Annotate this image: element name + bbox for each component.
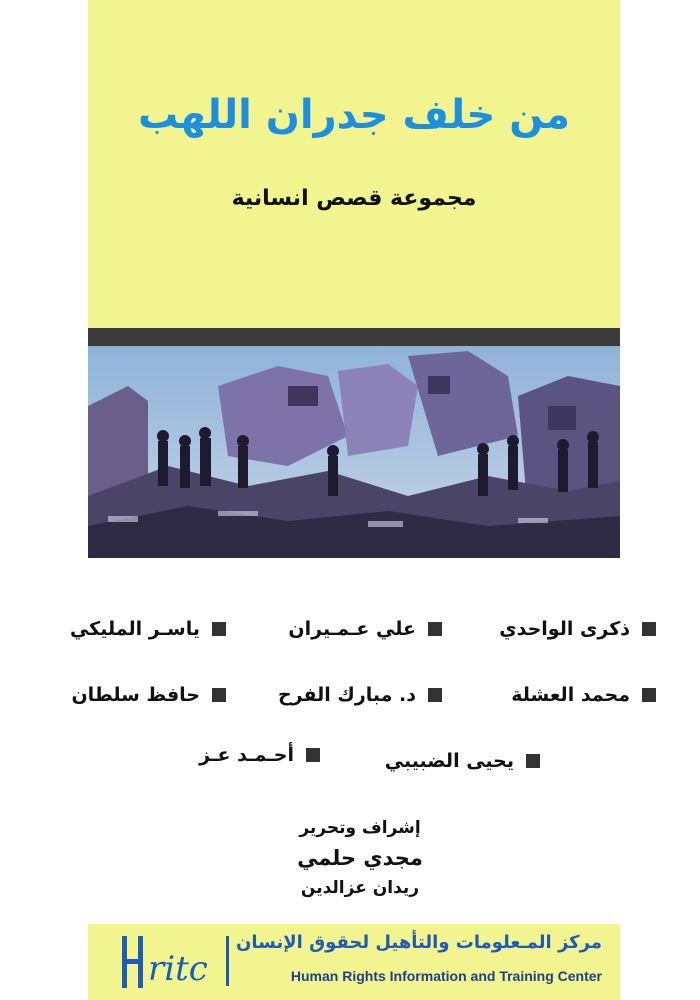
bullet-square-icon: [212, 622, 226, 636]
author-item: [499, 618, 656, 640]
author-name: علي عـمـيران: [288, 618, 416, 640]
editor-label: إشراف وتحرير: [299, 818, 421, 838]
author-item: [70, 618, 226, 640]
cover-title: من خلف جدران اللهب: [138, 92, 570, 138]
editor-name-primary: مجدي حلمي: [297, 846, 423, 870]
author-name: د. مبارك الفرح: [277, 684, 416, 706]
editor-name-secondary: ريدان عزالدين: [300, 878, 420, 898]
author-item: [288, 618, 442, 640]
svg-text:ritc: ritc: [148, 949, 208, 989]
author-item: [71, 684, 226, 706]
author-name: حافظ سلطان: [71, 684, 200, 706]
hritc-logo-icon: [118, 932, 218, 992]
author-name: محمد العشلة: [511, 684, 630, 706]
author-item: [511, 684, 656, 706]
bullet-square-icon: [306, 748, 320, 762]
author-item: [278, 684, 442, 706]
author-name: ياسـر المليكي: [69, 618, 200, 640]
author-item: [199, 744, 320, 766]
bullet-square-icon: [428, 688, 442, 702]
footer-separator: [226, 936, 229, 986]
organization-name-english: Human Rights Information and Training Center: [290, 968, 602, 984]
bullet-square-icon: [642, 622, 656, 636]
hritc-logo: [118, 932, 218, 992]
cover-subtitle: مجموعة قصص انسانية: [231, 186, 477, 211]
cover-photo: [88, 346, 620, 558]
author-name: أحـمـد عـز: [199, 744, 294, 766]
publisher-footer: [88, 924, 620, 1000]
bullet-square-icon: [428, 622, 442, 636]
organization-name-arabic: مركز المـعلومات والتأهيل لحقوق الإنسان: [236, 932, 602, 953]
title-panel: [88, 0, 620, 328]
author-name: ذكرى الواحدي: [499, 618, 630, 640]
authors-list: [0, 600, 700, 800]
author-item: [385, 750, 540, 772]
rubble-scene-illustration: [88, 346, 620, 558]
bullet-square-icon: [212, 688, 226, 702]
author-name: يحيى الضبيبي: [384, 750, 514, 772]
bullet-square-icon: [526, 754, 540, 768]
editor-block: [200, 818, 520, 898]
bullet-square-icon: [642, 688, 656, 702]
divider-band: [88, 328, 620, 346]
